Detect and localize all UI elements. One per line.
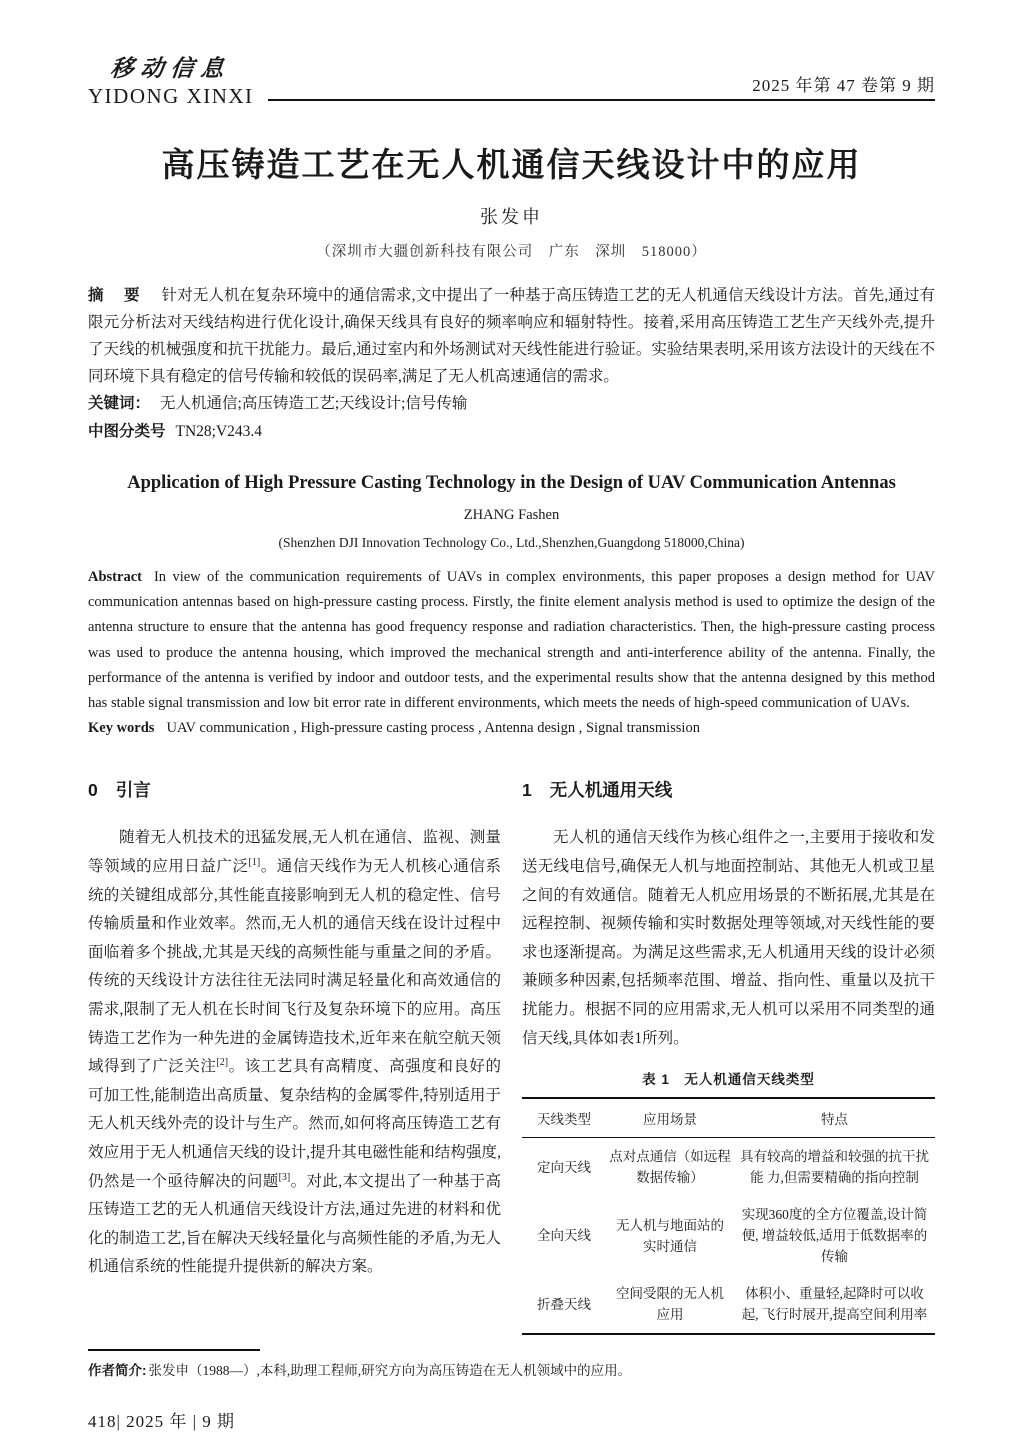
section-number-1: 1 xyxy=(522,780,532,801)
abstract-cn xyxy=(88,282,935,390)
abstract-label-cn: 摘 要 xyxy=(88,287,148,304)
clc-label: 中图分类号 xyxy=(88,423,166,440)
intro-text-1: 随着无人机技术的迅猛发展,无人机在通信、监视、测量等领域的应用日益广泛 xyxy=(88,829,501,876)
table-cell: 空间受限的无人机 应用 xyxy=(616,1286,724,1323)
author-name-cn: 张发申 xyxy=(480,207,543,227)
intro-paragraph xyxy=(88,824,501,1282)
clc-line xyxy=(88,418,935,446)
section-title-1: 无人机通用天线 xyxy=(549,780,673,801)
author-name-en: ZHANG Fashen xyxy=(463,507,560,523)
table-cell: 无人机与地面站的 实时通信 xyxy=(616,1217,724,1254)
affiliation-cn: （深圳市大疆创新科技有限公司 广东 深圳 518000） xyxy=(316,244,707,260)
citation-ref-3: [3] xyxy=(278,1171,291,1183)
keywords-label-cn: 关键词： xyxy=(88,395,151,412)
table-cell: 具有较高的增益和较强的抗干扰能 力,但需要精确的指向控制 xyxy=(740,1149,929,1186)
header-rule xyxy=(268,71,935,101)
table1-block xyxy=(522,1068,935,1335)
affiliation-en: (Shenzhen DJI Innovation Technology Co., Ltd.,Shenzhen,Guangdong 518000,China) xyxy=(278,535,745,550)
section-heading-1 xyxy=(522,777,935,802)
right-column xyxy=(522,773,935,1335)
intro-text-2: 。通信天线作为无人机核心通信系统的关键组成部分,其性能直接影响到无人机的稳定性、信号传输质量和作业效率。然而,无人机的通信天线在设计过程中面临着多个挑战,尤其是天线的高频性能与重量之间的矛盾。传统的天线设计方法往往无法同时满足轻量化和高效通信的需求,限制了无人机在长时间飞行及复杂环境下的应用。高压铸造工艺作为一种先进的金属铸造技术,近年来在航空航天领域得到了广泛关注 xyxy=(88,858,501,1076)
section-heading-0 xyxy=(88,777,501,802)
antenna-types-table xyxy=(522,1097,935,1335)
article-title-en: Application of High Pressure Casting Technology in the Design of UAV Communication Antennas xyxy=(127,473,896,493)
keywords-line-cn xyxy=(88,390,935,418)
left-column xyxy=(88,773,501,1335)
intro-text-4: 。对此,本文提出了一种基于高压铸造工艺的无人机通信天线设计方法,通过先进的材料和优化的制造工艺,旨在解决天线轻量化与高频性能的矛盾,为无人机通信系统的性能提升提供新的解决方案。 xyxy=(88,1172,501,1276)
table-cell: 折叠天线 xyxy=(537,1296,591,1312)
table-header-cell: 特点 xyxy=(734,1098,935,1138)
article-title-cn: 高压铸造工艺在无人机通信天线设计中的应用 xyxy=(161,146,862,183)
table-header-cell: 天线类型 xyxy=(522,1098,606,1138)
table-row xyxy=(522,1275,935,1334)
table-header-row xyxy=(522,1098,935,1138)
table-cell: 点对点通信（如远程 数据传输） xyxy=(609,1149,731,1186)
table-row xyxy=(522,1196,935,1275)
abstract-en xyxy=(88,565,935,716)
table-header-cell: 应用场景 xyxy=(606,1098,734,1138)
journal-logo-en: YIDONG XINXI xyxy=(88,84,254,108)
author-bio-text: 张发申（1988—）,本科,助理工程师,研究方向为高压铸造在无人机领域中的应用。 xyxy=(148,1363,632,1379)
page-number-footer: 418| 2025 年 | 9 期 xyxy=(88,1412,236,1432)
abstract-text-cn: 针对无人机在复杂环境中的通信需求,文中提出了一种基于高压铸造工艺的无人机通信天线设计方法。首先,通过有限元分析法对天线结构进行优化设计,确保天线具有良好的频率响应和辐射特性。接着,采用高压铸造工艺生产天线外壳,提升了天线的机械强度和抗干扰能力。最后,通过室内和外场测试对天线性能进行验证。实验结果表明,采用该方法设计的天线在不同环境下具有稳定的信号传输和较低的误码率,满足了无人机高速通信的需求。 xyxy=(88,287,935,385)
journal-logo xyxy=(88,50,268,109)
clc-value: TN28;V243.4 xyxy=(175,423,263,440)
table-cell: 定向天线 xyxy=(537,1159,591,1175)
keywords-label-en: Key words xyxy=(88,720,155,737)
citation-ref-1: [1] xyxy=(248,856,261,868)
table-cell: 实现360度的全方位覆盖,设计简便, 增益较低,适用于低数据率的传输 xyxy=(741,1207,928,1265)
body-columns xyxy=(88,773,935,1335)
table-cell: 体积小、重量轻,起降时可以收起, 飞行时展开,提高空间利用率 xyxy=(741,1286,928,1323)
table-row xyxy=(522,1138,935,1197)
abstract-text-en: In view of the communication requirements of UAVs in complex environments, this paper proposes a design method for UAV communication antennas based on high-pressure casting process. Firstly, the finite element analysis method is used to optimize the design of the antenna structure to ensure that the antenna has good frequency response and radiation characteristics. Then, the high-pressure casting process was used to produce the antenna housing, which improved the mechanical strength and anti-interference ability of the antenna. Finally, the performance of the antenna is verified by indoor and outdoor tests, and the experimental results show that the antenna designed by this method has stable signal transmission and low bit error rate in different environments, which meets the needs of high-speed communication of UAVs. xyxy=(88,569,935,712)
section-title-0: 引言 xyxy=(115,780,151,801)
journal-logo-cn: 移动信息 xyxy=(109,56,232,81)
section-number-0: 0 xyxy=(88,780,98,801)
intro-text-3: 。该工艺具有高精度、高强度和良好的可加工性,能制造出高质量、复杂结构的金属零件,特别适用于无人机天线外壳的设计与生产。然而,如何将高压铸造工艺有效应用于无人机通信天线的设计,提升其电磁性能和结构强度,仍然是一个亟待解决的问题 xyxy=(88,1058,501,1190)
table-cell: 全向天线 xyxy=(537,1228,591,1244)
author-bio-label: 作者简介: xyxy=(88,1363,147,1379)
keywords-text-cn: 无人机通信;高压铸造工艺;天线设计;信号传输 xyxy=(160,395,468,412)
issue-info: 2025 年第 47 卷第 9 期 xyxy=(752,76,935,95)
abstract-label-en: Abstract xyxy=(88,569,142,585)
keywords-line-en xyxy=(88,716,935,741)
keywords-text-en: UAV communication , High-pressure casting process , Antenna design , Signal transmission xyxy=(166,720,700,737)
footnote-rule xyxy=(88,1349,260,1351)
table1-caption: 表 1 无人机通信天线类型 xyxy=(642,1072,815,1088)
section1-paragraph: 无人机的通信天线作为核心组件之一,主要用于接收和发送无线电信号,确保无人机与地面控制站、其他无人机或卫星之间的有效通信。随着无人机应用场景的不断拓展,尤其是在远程控制、视频传输和实时数据处理等领域,对天线性能的要求也逐渐提高。为满足这些需求,无人机通用天线的设计必须兼顾多种因素,包括频率范围、增益、指向性、重量以及抗干扰能力。根据不同的应用需求,无人机可以采用不同类型的通信天线,具体如表1所列。 xyxy=(522,829,935,1047)
journal-header xyxy=(88,50,935,109)
author-bio xyxy=(88,1361,935,1381)
citation-ref-2: [2] xyxy=(216,1057,229,1069)
